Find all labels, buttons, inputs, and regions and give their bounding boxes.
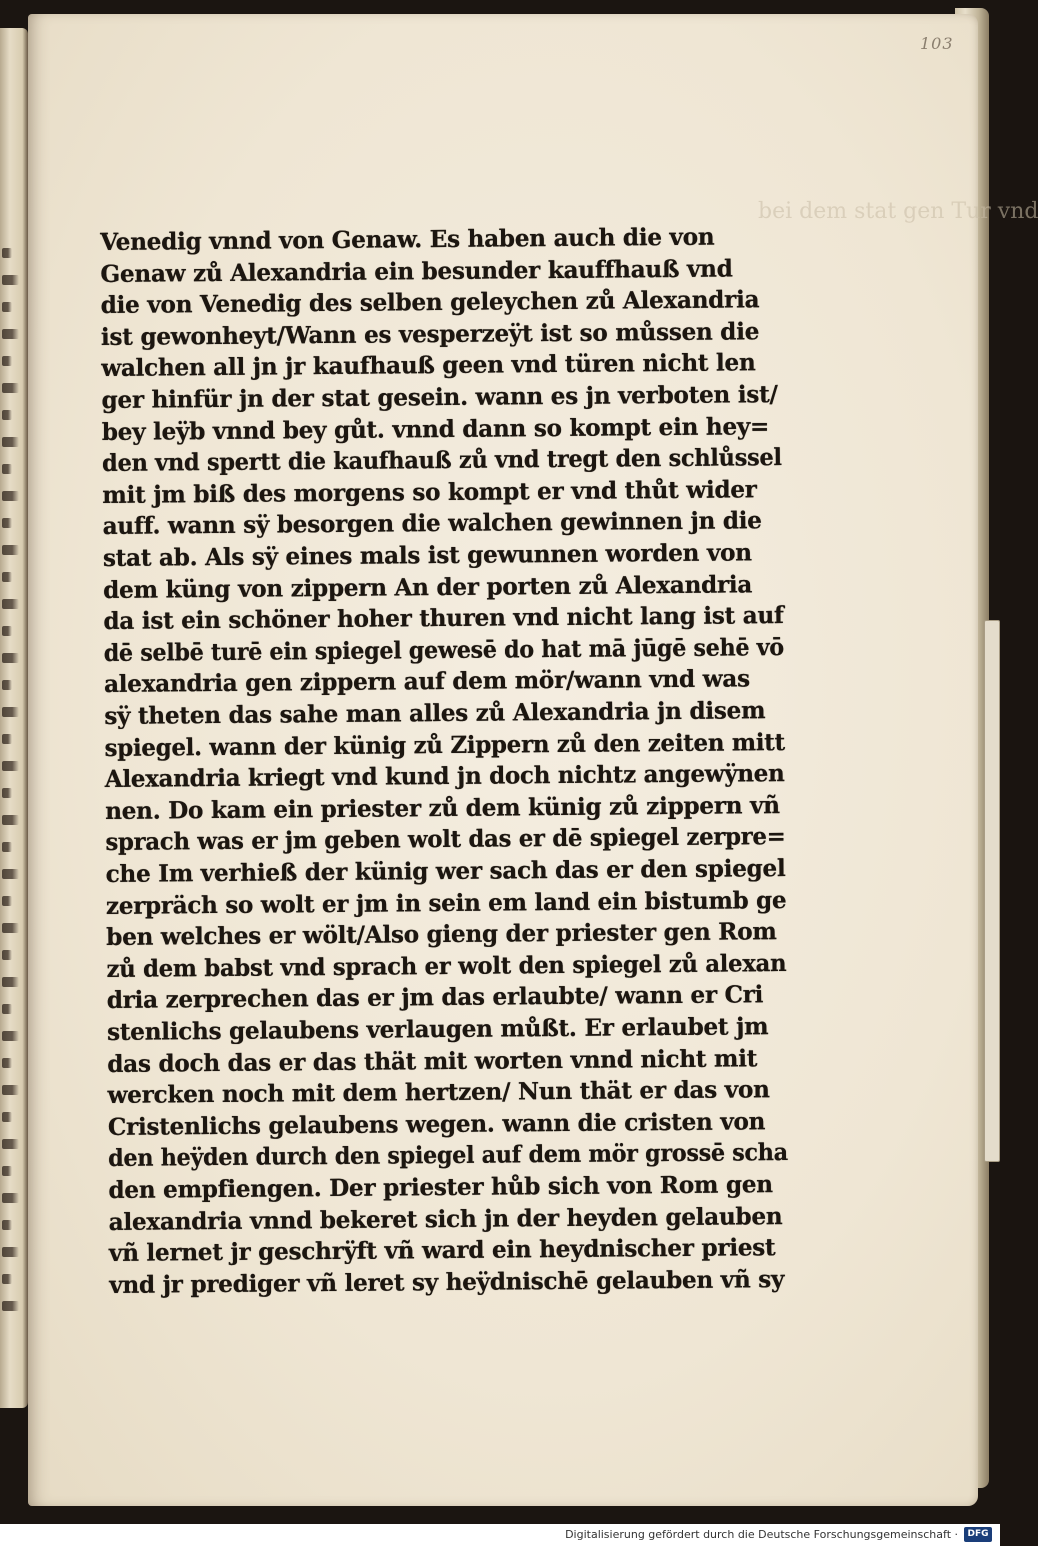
facing-page-text-fragment <box>2 1274 12 1284</box>
facing-page-text-fragment <box>2 1031 19 1041</box>
text-line: stenlichs gelaubens verlaugen můßt. Er erlaubet jm <box>106 1012 769 1046</box>
text-line: wercken noch mit dem hertzen/ Nun thät er das von <box>107 1075 770 1110</box>
text-line: bey leÿb vnnd bey gůt. vnnd dann so kompt ein hey= <box>101 411 770 446</box>
facing-page-text-fragment <box>2 491 19 501</box>
text-line: den empfiengen. Der priester hůb sich von Rom gen <box>108 1170 773 1204</box>
text-line: Genaw zů Alexandria ein besunder kauffhauß vnd <box>100 254 733 288</box>
facing-page-text-fragment <box>2 923 19 933</box>
facing-page-text-fragment <box>2 950 12 960</box>
text-line: dē selbē turē ein spiegel gewesē do hat mā jūgē sehē vō <box>103 632 784 667</box>
text-line: spiegel. wann der künig zů Zippern zů den zeiten mitt <box>104 727 785 762</box>
text-line: dria zerprechen das er jm das erlaubte/ wann er Cri <box>106 980 764 1015</box>
text-block <box>100 218 809 1304</box>
facing-page-text-fragment <box>2 464 12 474</box>
facing-page-text-fragment <box>2 302 12 312</box>
facing-page-text-fragment <box>2 410 12 420</box>
facing-page-text-fragment <box>2 1166 12 1176</box>
text-line: nen. Do kam ein priester zů dem künig zů zippern vñ <box>104 790 780 825</box>
facing-page-text-fragment <box>2 1085 19 1095</box>
facing-page-text-fragment <box>2 1058 12 1068</box>
facing-page-text-fragment <box>2 707 19 717</box>
facing-page-text-fragment <box>2 329 19 339</box>
facing-page-text-fragment <box>2 977 19 987</box>
text-line: stat ab. Als sÿ eines mals ist gewunnen worden von <box>102 538 752 572</box>
text-line: che Im verhieß der künig wer sach das er den spiegel <box>105 854 786 888</box>
text-line: alexandria vnnd bekeret sich jn der heyden gelauben <box>108 1201 783 1236</box>
text-line: ist gewonheyt/Wann es vesperzeÿt ist so můssen die <box>100 317 760 351</box>
facing-page-text-fragment <box>2 626 12 636</box>
text-line: da ist ein schöner hoher thuren vnd nicht lang ist auf <box>103 601 784 636</box>
text-line: den heÿden durch den spiegel auf dem mör grossē scha <box>108 1138 788 1173</box>
facing-page-text-fragment <box>2 680 12 690</box>
facing-page-text-fragment <box>2 653 19 663</box>
facing-page-text-fragment <box>2 815 19 825</box>
facing-page-text-fragment <box>2 545 19 555</box>
facing-page-text-fragment <box>2 437 19 447</box>
text-line: vnd jr prediger vñ leret sy heÿdnischē gelauben vñ sy <box>109 1264 785 1299</box>
text-line: dem küng von zippern An der porten zů Alexandria <box>103 569 753 604</box>
facing-page-text-fragment <box>2 761 19 771</box>
text-line: vñ lernet jr geschrÿft vñ ward ein heydnischer priest <box>108 1233 776 1268</box>
dfg-logo-icon: DFG <box>964 1527 992 1542</box>
text-line: zerpräch so wolt er jm in sein em land ein bistumb ge <box>105 885 787 920</box>
facing-page-text-fragment <box>2 1301 19 1311</box>
facing-page-text-fragment <box>2 842 12 852</box>
facing-page-text-fragment <box>2 896 12 906</box>
facing-page-text-fragment <box>2 788 12 798</box>
page-marker-strip <box>984 620 1000 1162</box>
text-line: das doch das er das thät mit worten vnnd nicht mit <box>107 1043 758 1078</box>
text-line: Alexandria kriegt vnd kund jn doch nichtz angewÿnen <box>104 759 785 794</box>
text-line: ben welches er wölt/Also gieng der priester gen Rom <box>106 917 777 952</box>
footer-credit: Digitalisierung gefördert durch die Deutsche Forschungsgemeinschaft · <box>565 1528 958 1541</box>
text-line: mit jm biß des morgens so kompt er vnd thůt wider <box>102 475 757 509</box>
facing-page-text-fragment <box>2 248 12 258</box>
text-line: Cristenlichs gelaubens wegen. wann die cristen von <box>107 1107 766 1141</box>
text-line: walchen all jn jr kaufhauß geen vnd türen nicht len <box>101 348 756 383</box>
facing-page-text-fragment <box>2 1193 19 1203</box>
facing-page-text-fragment <box>2 1139 19 1149</box>
facing-page-text-fragment <box>2 1004 12 1014</box>
manuscript-page <box>28 14 1038 1506</box>
facing-page-text-fragment <box>2 275 19 285</box>
text-line: ger hinfür jn der stat gesein. wann es jn verboten ist/ <box>101 380 778 414</box>
text-line: den vnd spertt die kaufhauß zů vnd tregt den schlůssel <box>101 443 782 478</box>
text-line: Venedig vnnd von Genaw. Es haben auch die von <box>100 222 715 256</box>
folio-number: 103 <box>920 34 954 53</box>
facing-page-text-fragment <box>2 1247 19 1257</box>
facing-page-text-fragment <box>2 356 12 366</box>
text-line: sÿ theten das sahe man alles zů Alexandria jn disem <box>104 696 766 730</box>
facing-page-text-fragment <box>2 1220 12 1230</box>
text-line: zů dem babst vnd sprach er wolt den spiegel zů alexan <box>106 948 787 983</box>
text-line: die von Venedig des selben geleychen zů Alexandria <box>100 285 760 320</box>
facing-page-text-fragment <box>2 869 19 879</box>
facing-page-text-fragment <box>2 572 12 582</box>
text-line: alexandria gen zippern auf dem mör/wann vnd was <box>103 664 750 699</box>
footer-bar <box>0 1524 1000 1546</box>
facing-page-text-fragment <box>2 599 19 609</box>
text-line: auff. wann sÿ besorgen die walchen gewinnen jn die <box>102 506 762 541</box>
left-facing-page-edge <box>0 28 28 1408</box>
facing-page-text-fragment <box>2 383 19 393</box>
text-line: sprach was er jm geben wolt das er dē spiegel zerpre= <box>105 822 786 857</box>
facing-page-text-fragment <box>2 734 12 744</box>
show-through-text: bei dem stat gen Tur vnd <box>758 199 1038 224</box>
facing-page-text-fragment <box>2 1112 12 1122</box>
facing-page-text-fragment <box>2 518 12 528</box>
